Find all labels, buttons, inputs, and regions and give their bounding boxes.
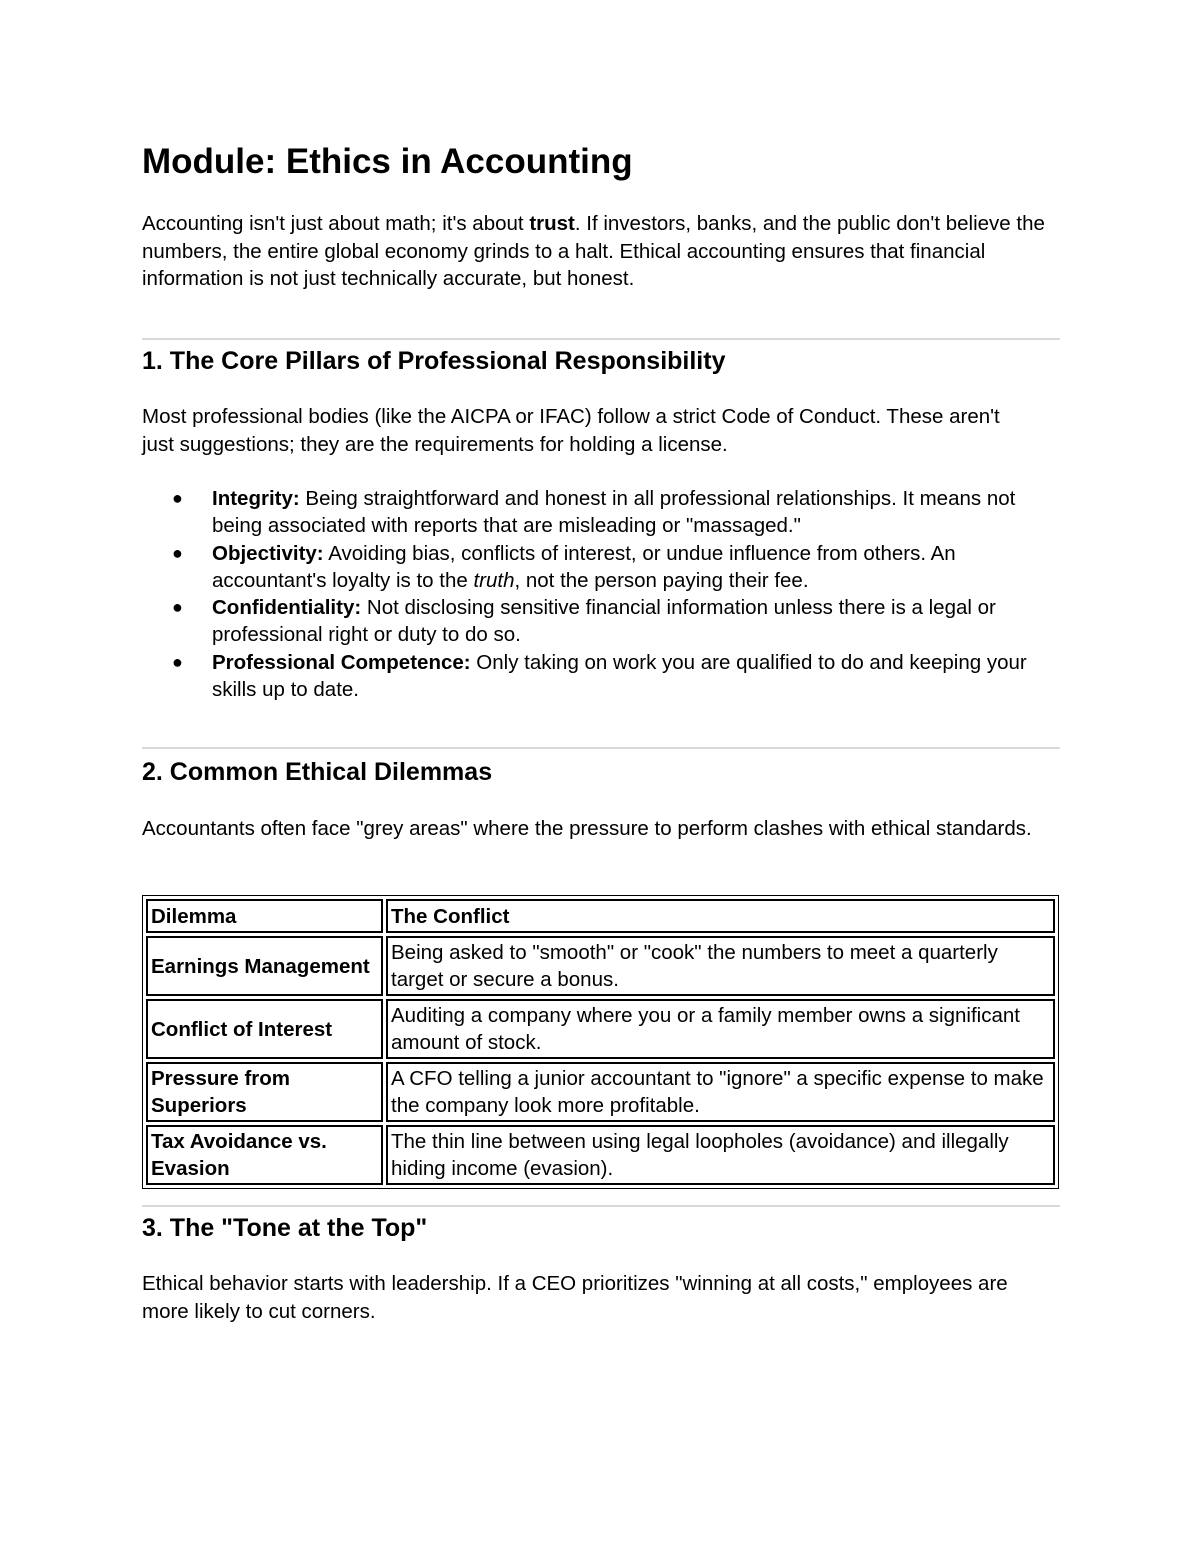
bullet-icon: ● — [172, 488, 183, 508]
section-1-heading: 1. The Core Pillars of Professional Responsibility — [142, 347, 726, 375]
list-item-term: Objectivity: — [212, 541, 324, 565]
list-item-term: Professional Competence: — [212, 650, 471, 674]
section-3-heading: 3. The "Tone at the Top" — [142, 1214, 428, 1242]
section-2-heading: 2. Common Ethical Dilemmas — [142, 758, 493, 786]
table-header-cell: The Conflict — [386, 899, 1055, 933]
list-item-italic: truth — [473, 568, 515, 592]
table-cell-dilemma: Tax Avoidance vs. Evasion — [146, 1125, 383, 1185]
section-divider — [142, 338, 1060, 340]
table-cell-conflict: Being asked to "smooth" or "cook" the numbers to meet a quarterly target or secure a bonus. — [386, 936, 1055, 996]
list-item-text-rest: , not the person paying their fee. — [514, 568, 809, 592]
section-2-paragraph: Accountants often face "grey areas" where the pressure to perform clashes with ethical standards. — [142, 817, 1032, 840]
list-item-text: Being straightforward and honest in all professional relationships. It means not being associated with reports that are misleading or "massaged." — [212, 487, 1016, 538]
bullet-icon: ● — [172, 651, 183, 672]
bullet-icon: ● — [172, 542, 183, 563]
list-item — [142, 540, 1060, 595]
list-item-term: Confidentiality: — [212, 596, 362, 620]
intro-text-rest: . If investors, banks, and the public don't believe the numbers, the entire global economy grinds to a halt. Ethical accounting ensures that financial information is not just technically accurate, but honest. — [142, 212, 1045, 290]
list-item — [142, 649, 1060, 704]
table-row — [146, 1062, 1055, 1122]
pillars-list — [142, 485, 1060, 703]
table-row — [146, 936, 1055, 996]
list-item-text: Not disclosing sensitive financial information unless there is a legal or professional right or duty to do so. — [212, 596, 996, 647]
section-divider — [142, 1205, 1060, 1207]
intro-paragraph — [142, 210, 1062, 293]
table-cell-conflict: The thin line between using legal loopholes (avoidance) and illegally hiding income (evasion). — [386, 1125, 1055, 1185]
table-cell-dilemma: Pressure from Superiors — [146, 1062, 383, 1122]
page-title: Module: Ethics in Accounting — [142, 142, 633, 181]
list-item — [142, 594, 1060, 649]
table-cell-conflict: A CFO telling a junior accountant to "ignore" a specific expense to make the company look more profitable. — [386, 1062, 1055, 1122]
intro-bold-term: trust — [529, 212, 575, 235]
table-cell-dilemma: Conflict of Interest — [146, 999, 383, 1059]
table-row — [146, 1125, 1055, 1185]
list-item-text: Only taking on work you are qualified to do and keeping your skills up to date. — [212, 650, 1027, 702]
section-3-paragraph: Ethical behavior starts with leadership. If a CEO prioritizes "winning at all costs," employees are more likely to cut corners. — [142, 1272, 1008, 1323]
section-divider — [142, 747, 1060, 749]
table-header-row — [146, 899, 1055, 933]
list-item — [142, 485, 1060, 540]
table-cell-conflict: Auditing a company where you or a family member owns a significant amount of stock. — [386, 999, 1055, 1059]
dilemmas-table — [142, 895, 1059, 1189]
section-1-paragraph: Most professional bodies (like the AICPA or IFAC) follow a strict Code of Conduct. These aren't just suggestions; they are the requirements for holding a license. — [142, 405, 1000, 456]
bullet-icon: ● — [172, 597, 183, 618]
table-cell-dilemma: Earnings Management — [146, 936, 383, 996]
table-header-cell: Dilemma — [146, 899, 383, 933]
list-item-term: Integrity: — [212, 487, 300, 510]
table-row — [146, 999, 1055, 1059]
list-item-text: Avoiding bias, conflicts of interest, or undue influence from others. An accountant's loyalty is to the — [212, 541, 956, 592]
intro-text: Accounting isn't just about math; it's about — [142, 212, 530, 235]
